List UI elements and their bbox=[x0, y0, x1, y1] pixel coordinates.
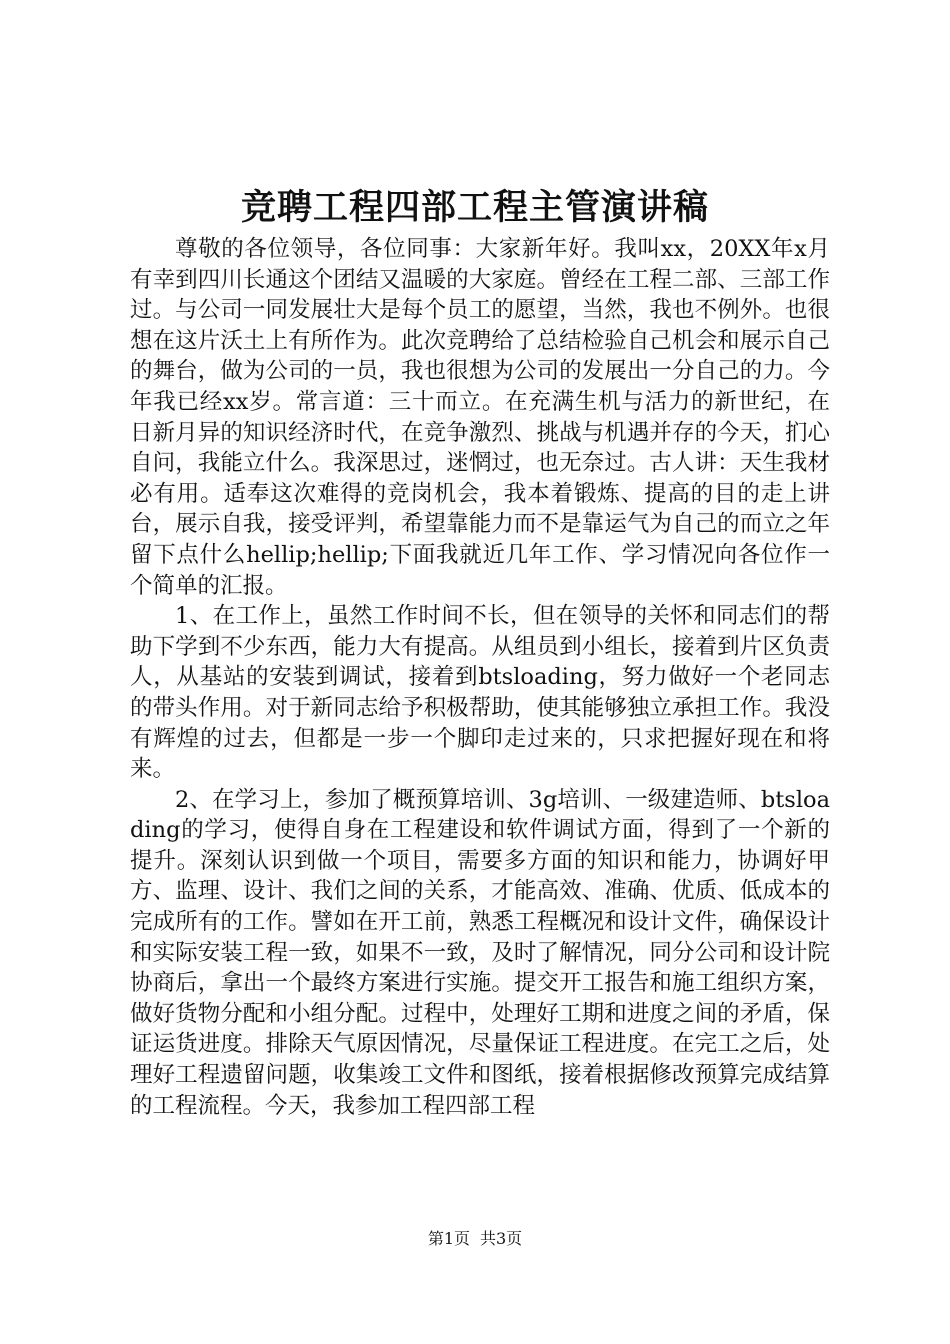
page-number: 第1页 bbox=[427, 1229, 470, 1248]
document-body bbox=[130, 234, 830, 1121]
document-title: 竞聘工程四部工程主管演讲稿 bbox=[240, 187, 709, 228]
page-footer bbox=[0, 1228, 950, 1250]
paragraph-study: 2、在学习上，参加了概预算培训、3g培训、一级建造师、btsloading的学习，使得自身在工程建设和软件调试方面，得到了一个新的提升。深刻认识到做一个项目，需要多方面的知识和能力，协调好甲方、监理、设计、我们之间的关系，才能高效、准确、优质、低成本的完成所有的工作。譬如在开工前，熟悉工程概况和设计文件，确保设计和实际安装工程一致，如果不一致，及时了解情况，同分公司和设计院协商后，拿出一个最终方案进行实施。提交开工报告和施工组织方案，做好货物分配和小组分配。过程中，处理好工期和进度之间的矛盾，保证运货进度。排除天气原因情况，尽量保证工程进度。在完工之后，处理好工程遗留问题，收集竣工文件和图纸，接着根据修改预算完成结算的工程流程。今天，我参加工程四部工程 bbox=[130, 786, 830, 1119]
page-total: 共3页 bbox=[480, 1229, 523, 1248]
paragraph-intro: 尊敬的各位领导，各位同事：大家新年好。我叫xx，20XX年x月有幸到四川长通这个团结又温暖的大家庭。曾经在工程二部、三部工作过。与公司一同发展壮大是每个员工的愿望，当然，我也不例外。也很想在这片沃土上有所作为。此次竞聘给了总结检验自己机会和展示自己的舞台，做为公司的一员，我也很想为公司的发展出一分自己的力。今年我已经xx岁。常言道：三十而立。在充满生机与活力的新世纪，在日新月异的知识经济时代，在竞争激烈、挑战与机遇并存的今天，扪心自问，我能立什么。我深思过，迷惘过，也无奈过。古人讲：天生我材必有用。适奉这次难得的竞岗机会，我本着锻炼、提高的目的走上讲台，展示自我，接受评判，希望靠能力而不是靠运气为自己的而立之年留下点什么hellip;hellip;下面我就近几年工作、学习情况向各位作一个简单的汇报。 bbox=[130, 236, 830, 599]
paragraph-work: 1、在工作上，虽然工作时间不长，但在领导的关怀和同志们的帮助下学到不少东西，能力大有提高。从组员到小组长，接着到片区负责人，从基站的安装到调试，接着到btsloading，努力做好一个老同志的带头作用。对于新同志给予积极帮助，使其能够独立承担工作。我没有辉煌的过去，但都是一步一个脚印走过来的，只求把握好现在和将来。 bbox=[130, 603, 830, 783]
